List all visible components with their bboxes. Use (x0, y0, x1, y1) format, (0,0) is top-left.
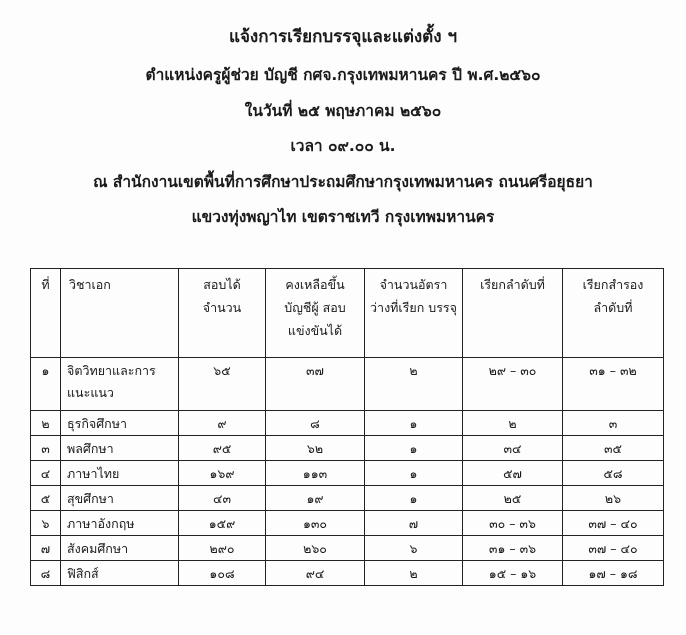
cell-remaining: ๒๖๐ (266, 536, 365, 561)
cell-vacancies: ๒ (365, 358, 463, 411)
cell-vacancies: ๑ (365, 486, 463, 511)
cell-reserve: ๓๕ (563, 436, 664, 461)
date-line: ในวันที่ ๒๕ พฤษภาคม ๒๕๖๐ (244, 102, 442, 120)
time-line: เวลา ๐๙.๐๐ น. (290, 137, 396, 155)
column-header-called: เรียกลำดับที่ (463, 269, 563, 358)
cell-passed: ๙ (179, 411, 266, 436)
cell-remaining: ๑๑๓ (266, 461, 365, 486)
cell-called: ๓๑ – ๓๖ (463, 536, 563, 561)
announcement-title: แจ้งการเรียกบรรจุและแต่งตั้ง ฯ (228, 27, 457, 47)
cell-called: ๕๗ (463, 461, 563, 486)
table-row (31, 486, 664, 511)
position-line: ตำแหน่งครูผู้ช่วย บัญชี กศจ.กรุงเทพมหานคร ปี พ.ศ.๒๕๖๐ (145, 66, 541, 84)
cell-no: ๔ (31, 461, 61, 486)
cell-subject: ธุรกิจศึกษา (61, 411, 179, 436)
cell-reserve: ๑๗ – ๑๘ (563, 561, 664, 586)
cell-subject: สังคมศึกษา (61, 536, 179, 561)
cell-reserve: ๓๗ – ๔๐ (563, 536, 664, 561)
cell-remaining: ๘ (266, 411, 365, 436)
cell-vacancies: ๒ (365, 561, 463, 586)
cell-vacancies: ๗ (365, 511, 463, 536)
column-header-remaining: คงเหลือขึ้น บัญชีผู้ สอบแข่งขันได้ (266, 269, 365, 358)
cell-no: ๕ (31, 486, 61, 511)
cell-called: ๓๔ (463, 436, 563, 461)
cell-passed: ๑๕๙ (179, 511, 266, 536)
column-header-no: ที่ (31, 269, 61, 358)
table-row (31, 561, 664, 586)
cell-reserve: ๓๗ – ๔๐ (563, 511, 664, 536)
cell-reserve: ๕๘ (563, 461, 664, 486)
column-header-subject: วิชาเอก (61, 269, 179, 358)
cell-passed: ๔๓ (179, 486, 266, 511)
cell-reserve: ๓ (563, 411, 664, 436)
cell-passed: ๒๙๐ (179, 536, 266, 561)
address-line: แขวงทุ่งพญาไท เขตราชเทวี กรุงเทพมหานคร (191, 208, 495, 226)
table-header-row (31, 269, 664, 358)
cell-reserve: ๒๖ (563, 486, 664, 511)
cell-remaining: ๙๔ (266, 561, 365, 586)
cell-remaining: ๑๙ (266, 486, 365, 511)
cell-called: ๑๕ – ๑๖ (463, 561, 563, 586)
cell-vacancies: ๑ (365, 436, 463, 461)
cell-remaining: ๑๓๐ (266, 511, 365, 536)
cell-no: ๘ (31, 561, 61, 586)
table-row (31, 358, 664, 411)
cell-vacancies: ๑ (365, 461, 463, 486)
cell-no: ๓ (31, 436, 61, 461)
cell-no: ๒ (31, 411, 61, 436)
cell-subject: จิตวิทยาและการแนะแนว (61, 358, 179, 411)
cell-reserve: ๓๑ – ๓๒ (563, 358, 664, 411)
cell-subject: ภาษาอังกฤษ (61, 511, 179, 536)
column-header-reserve: เรียกสำรอง ลำดับที่ (563, 269, 664, 358)
cell-no: ๗ (31, 536, 61, 561)
venue-line: ณ สำนักงานเขตพื้นที่การศึกษาประถมศึกษากรุงเทพมหานคร ถนนศรีอยุธยา (93, 173, 593, 191)
table-row (31, 536, 664, 561)
cell-subject: พลศึกษา (61, 436, 179, 461)
cell-remaining: ๓๗ (266, 358, 365, 411)
cell-subject: ฟิสิกส์ (61, 561, 179, 586)
cell-vacancies: ๖ (365, 536, 463, 561)
cell-no: ๖ (31, 511, 61, 536)
cell-no: ๑ (31, 358, 61, 411)
table-row (31, 511, 664, 536)
cell-vacancies: ๑ (365, 411, 463, 436)
column-header-passed: สอบได้ จำนวน (179, 269, 266, 358)
cell-called: ๒ (463, 411, 563, 436)
column-header-vacancies: จำนวนอัตรา ว่างที่เรียก บรรจุ (365, 269, 463, 358)
cell-called: ๓๐ – ๓๖ (463, 511, 563, 536)
cell-called: ๒๙ – ๓๐ (463, 358, 563, 411)
cell-called: ๒๕ (463, 486, 563, 511)
cell-subject: สุขศึกษา (61, 486, 179, 511)
table-row (31, 411, 664, 436)
table-row (31, 461, 664, 486)
cell-passed: ๖๕ (179, 358, 266, 411)
cell-passed: ๑๐๘ (179, 561, 266, 586)
recruitment-table (30, 268, 664, 586)
cell-subject: ภาษาไทย (61, 461, 179, 486)
cell-remaining: ๖๒ (266, 436, 365, 461)
table-row (31, 436, 664, 461)
cell-passed: ๑๖๙ (179, 461, 266, 486)
cell-passed: ๙๕ (179, 436, 266, 461)
